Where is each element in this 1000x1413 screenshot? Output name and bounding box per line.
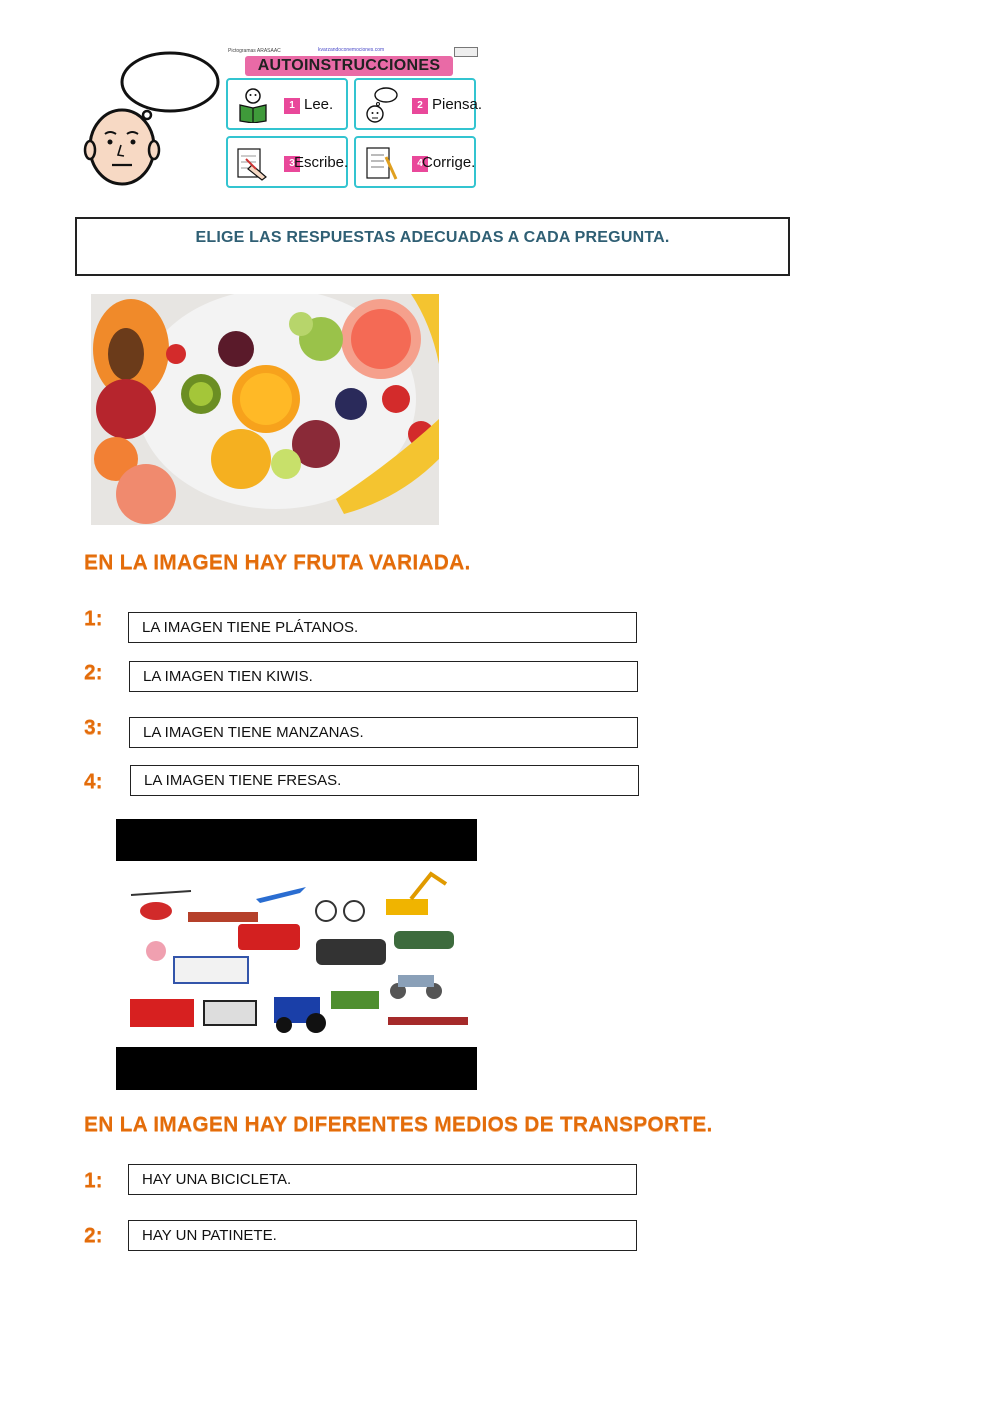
step-number: 3 xyxy=(284,156,300,172)
transport-photo xyxy=(116,819,477,1090)
thinking-face-icon xyxy=(364,87,398,123)
answer-number: 1: xyxy=(84,607,103,630)
answer-option-2[interactable]: HAY UN PATINETE. xyxy=(128,1220,637,1251)
answer-number: 4: xyxy=(84,770,103,793)
section-1-title: EN LA IMAGEN HAY FRUTA VARIADA. xyxy=(84,551,471,574)
step-lee xyxy=(226,78,348,130)
step-label: Lee. xyxy=(304,96,334,113)
thinking-face-illustration xyxy=(80,45,230,195)
step-escribe xyxy=(226,136,348,188)
vehicles-image xyxy=(116,819,477,1090)
answer-option-1[interactable]: LA IMAGEN TIENE PLÁTANOS. xyxy=(128,612,637,643)
answer-option-4[interactable]: LA IMAGEN TIENE FRESAS. xyxy=(130,765,639,796)
step-label: Piensa. xyxy=(432,96,483,113)
step-corrige xyxy=(354,136,476,188)
answer-option-1[interactable]: HAY UNA BICICLETA. xyxy=(128,1164,637,1195)
license-badge-icon xyxy=(454,47,478,57)
writing-hand-icon xyxy=(236,145,270,181)
checklist-pencil-icon xyxy=(364,145,398,181)
step-label: Escribe. xyxy=(294,154,349,171)
credits-left: Pictogramas ARASAAC xyxy=(228,48,281,54)
thinking-person-icon xyxy=(80,45,230,195)
step-number: 1 xyxy=(284,98,300,114)
section-2-title: EN LA IMAGEN HAY DIFERENTES MEDIOS DE TRANSPORTE. xyxy=(84,1113,713,1136)
answer-option-2[interactable]: LA IMAGEN TIEN KIWIS. xyxy=(129,661,638,692)
answer-number: 2: xyxy=(84,1224,103,1247)
step-number: 4 xyxy=(412,156,428,172)
answer-number: 3: xyxy=(84,716,103,739)
credits-website: kvarzandoconemociones.com xyxy=(318,47,385,53)
answer-number: 2: xyxy=(84,661,103,684)
step-piensa xyxy=(354,78,483,130)
instruction-text: ELIGE LAS RESPUESTAS ADECUADAS A CADA PREGUNTA. xyxy=(195,229,670,246)
autoinstrucciones-title: AUTOINSTRUCCIONES xyxy=(245,56,453,76)
reading-child-icon xyxy=(236,87,270,123)
answer-number: 1: xyxy=(84,1169,103,1192)
fruit-platter-image xyxy=(91,294,439,525)
answer-option-3[interactable]: LA IMAGEN TIENE MANZANAS. xyxy=(129,717,638,748)
step-number: 2 xyxy=(412,98,428,114)
instruction-box xyxy=(75,217,790,276)
fruit-photo xyxy=(91,294,439,525)
step-label: Corrige. xyxy=(422,154,476,171)
